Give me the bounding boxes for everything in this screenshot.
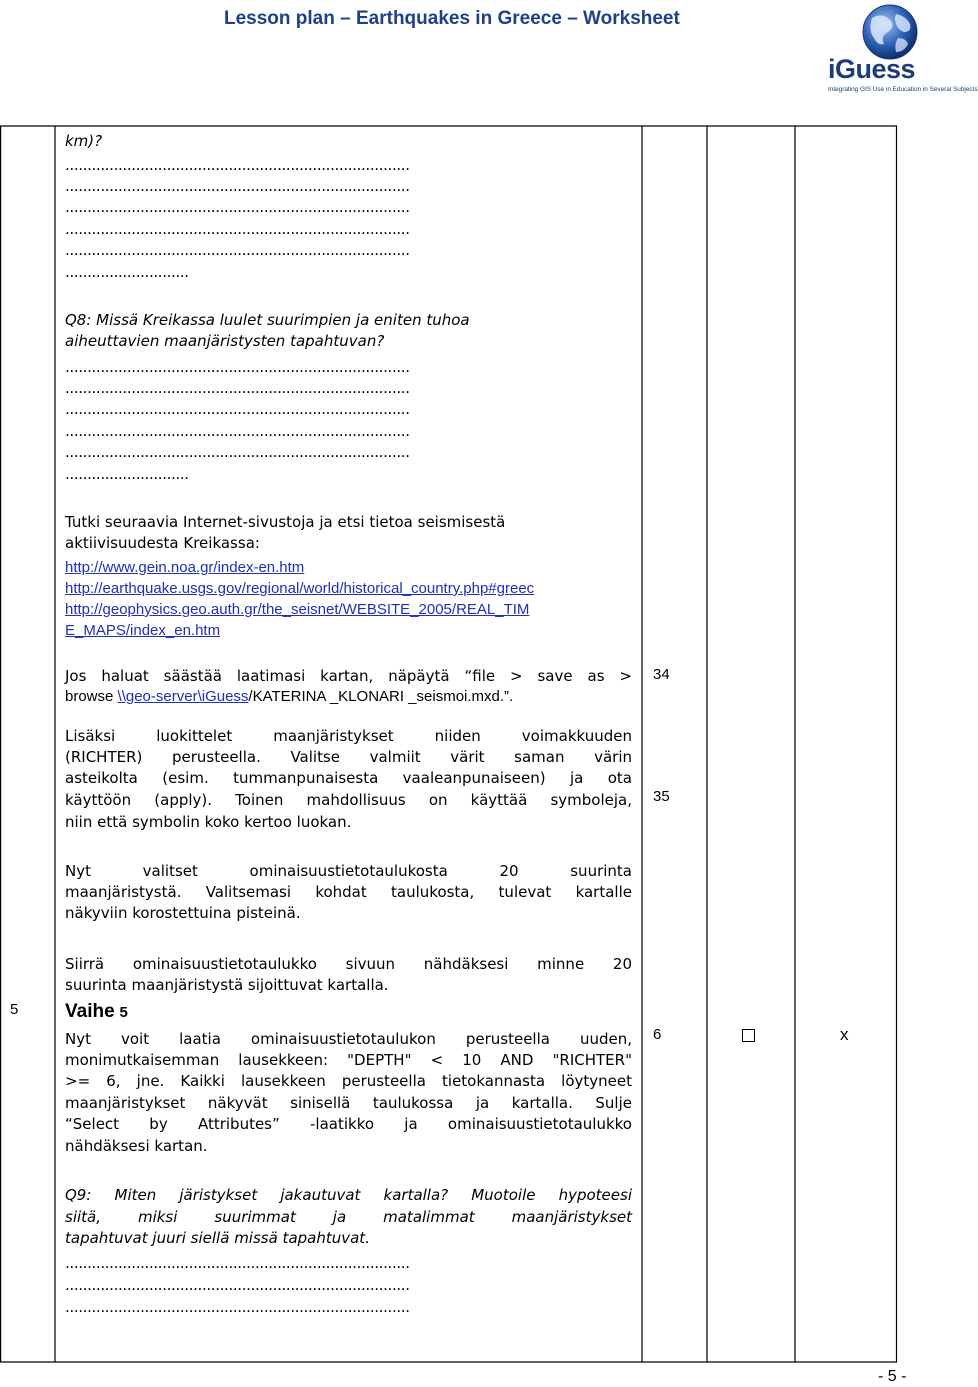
logo-wordmark: iGuess <box>828 54 916 84</box>
instruction-text: Jos haluat säästää laatimasi kartan, näpäytä “file > save as > <box>65 667 632 685</box>
answer-line[interactable]: .............................................................................. <box>65 422 410 440</box>
question-q9: siitä, miksi suurimmat ja matalimmat maanjäristykset <box>65 1208 632 1226</box>
question-q9: Q9: Miten järistykset jakautuvat kartalla? Muotoile hypoteesi <box>65 1186 632 1204</box>
instruction-text: monimutkaisemman lausekkeen: "DEPTH" < 10 AND "RICHTER" <box>65 1051 632 1069</box>
link-geophysics[interactable]: http://geophysics.geo.auth.gr/the_seisnet/WEBSITE_2005/REAL_TIM <box>65 601 530 618</box>
globe-icon <box>832 4 948 60</box>
answer-line[interactable]: .............................................................................. <box>65 443 410 461</box>
instruction-text: suurinta maanjäristystä sijoittuvat kartalla. <box>65 976 389 994</box>
answer-line[interactable]: .............................................................................. <box>65 220 410 238</box>
answer-line[interactable]: .............................................................................. <box>65 1276 410 1294</box>
instruction-text: Lisäksi luokittelet maanjäristykset niiden voimakkuuden <box>65 727 632 745</box>
question-q8: Q8: Missä Kreikassa luulet suurimpien ja eniten tuhoa <box>65 311 470 329</box>
answer-line[interactable]: .............................................................................. <box>65 177 410 195</box>
vaihe-number: 5 <box>119 1004 128 1021</box>
instruction-text: näkyviin korostettuina pisteinä. <box>65 904 301 922</box>
answer-line[interactable]: .............................................................................. <box>65 156 410 174</box>
instruction-text: käyttöön (apply). Toinen mahdollisuus on käyttää symboleja, <box>65 791 632 809</box>
link-usgs[interactable]: http://earthquake.usgs.gov/regional/world/historical_country.php#greec <box>65 580 535 597</box>
logo-tagline: Integrating GIS Use in Education in Several Subjects <box>828 86 978 93</box>
iguess-logo <box>826 4 978 98</box>
answer-line[interactable]: .............................................................................. <box>65 198 410 216</box>
answer-line[interactable]: .............................................................................. <box>65 1298 410 1316</box>
slide-number: 35 <box>653 788 670 805</box>
instruction-text: Nyt voit laatia ominaisuustietotaulukon perusteella uuden, <box>65 1030 632 1048</box>
vaihe-label: Vaihe <box>65 1001 115 1022</box>
question-q9: tapahtuvat juuri siellä missä tapahtuvat. <box>65 1229 370 1247</box>
question-q8: aiheuttavien maanjäristysten tapahtuvan? <box>65 332 385 350</box>
instruction-text: Nyt valitset ominaisuustietotaulukosta 20 suurinta <box>65 862 632 880</box>
slide-number: 34 <box>653 666 670 683</box>
question-fragment: km)? <box>65 132 103 150</box>
slide-number: 6 <box>653 1026 662 1043</box>
answer-line[interactable]: .............................................................................. <box>65 241 410 259</box>
answer-line[interactable]: .............................................................................. <box>65 1254 410 1272</box>
instruction-text: nähdäksesi kartan. <box>65 1137 208 1155</box>
x-mark: x <box>840 1025 849 1044</box>
answer-line[interactable]: ............................ <box>65 465 189 483</box>
answer-line[interactable]: ............................ <box>65 263 189 281</box>
document-title: Lesson plan – Earthquakes in Greece – Worksheet <box>224 8 680 29</box>
instruction-text: maanjäristykset näkyvät sinisellä taulukossa ja kartalla. Sulje <box>65 1094 632 1112</box>
file-path: /KATERINA _KLONARI _seismoi.mxd.”. <box>248 688 514 705</box>
instruction-text: niin että symbolin koko kertoo luokan. <box>65 813 352 831</box>
instruction-text: Siirrä ominaisuustietotaulukko sivuun nähdäksesi minne 20 <box>65 955 632 973</box>
link-gein[interactable]: http://www.gein.noa.gr/index-en.htm <box>65 559 305 576</box>
section-heading <box>65 999 128 1026</box>
server-path-link[interactable]: \\geo-server\iGuess <box>117 688 249 705</box>
step-number: 5 <box>10 1001 19 1018</box>
answer-line[interactable]: .............................................................................. <box>65 400 410 418</box>
instruction-text: asteikolta (esim. tummanpunaisesta vaaleanpunaiseen) ja ota <box>65 769 632 787</box>
answer-line[interactable]: .............................................................................. <box>65 358 410 376</box>
instruction-text: Tutki seuraavia Internet-sivustoja ja etsi tietoa seismisestä <box>65 513 506 531</box>
browse-label: browse <box>65 688 118 705</box>
instruction-text: >= 6, jne. Kaikki lausekkeen perusteella tietokannasta löytyneet <box>65 1072 632 1090</box>
link-geophysics-cont[interactable]: E_MAPS/index_en.htm <box>65 622 221 639</box>
page-number: - 5 - <box>878 1368 907 1385</box>
instruction-text: aktiivisuudesta Kreikassa: <box>65 534 260 552</box>
checkbox[interactable] <box>742 1029 755 1042</box>
instruction-text: (RICHTER) perusteella. Valitse valmiit värit saman värin <box>65 748 632 766</box>
answer-line[interactable]: .............................................................................. <box>65 379 410 397</box>
instruction-text <box>65 686 513 707</box>
instruction-text: “Select by Attributes” -laatikko ja ominaisuustietotaulukko <box>65 1115 632 1133</box>
instruction-text: maanjäristystä. Valitsemasi kohdat taulukosta, tulevat kartalle <box>65 883 632 901</box>
